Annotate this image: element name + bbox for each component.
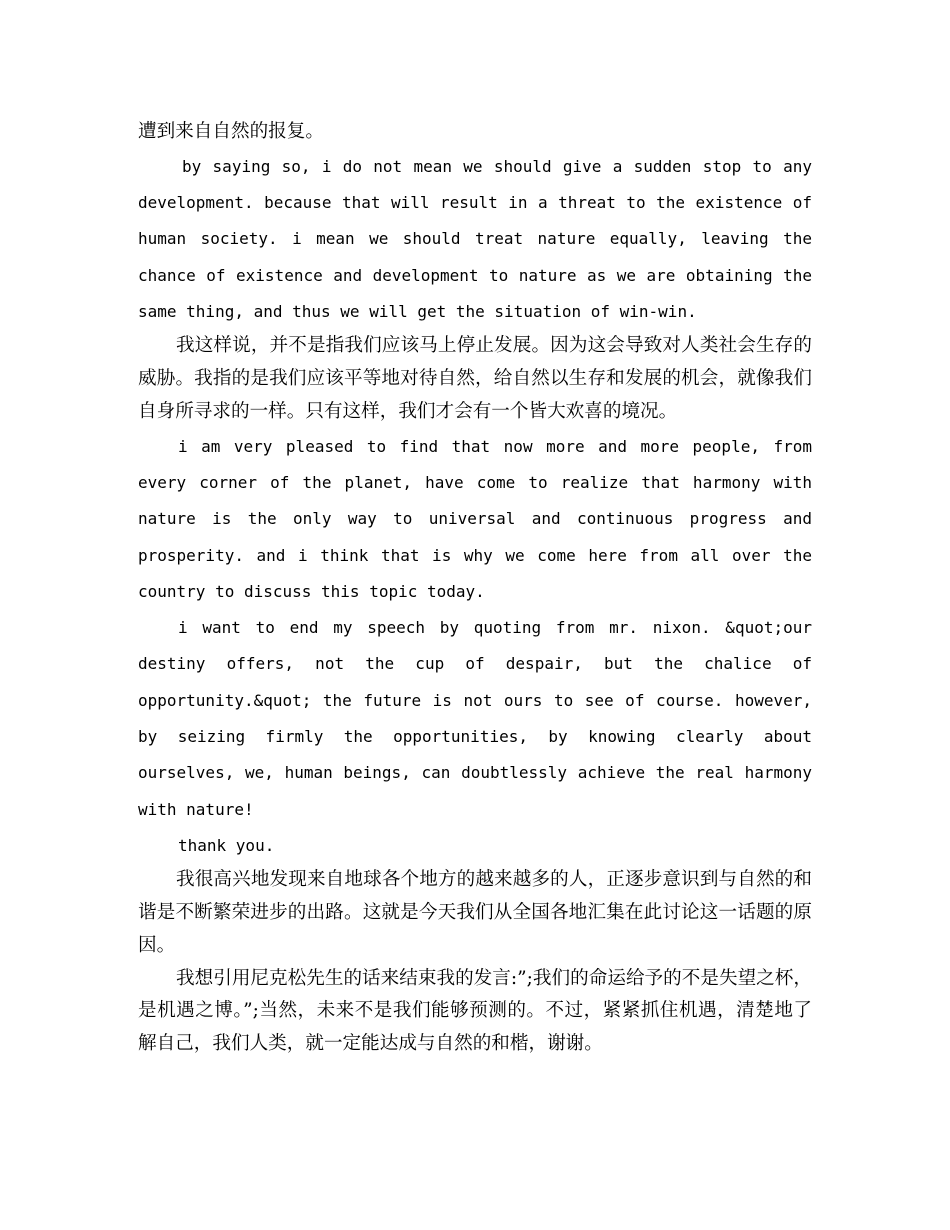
paragraph-en-development: by saying so, i do not mean we should give a sudden stop to any development. because that will result in a threat to the existence of human society. i mean we should treat nature equally, leaving the chance of existence and development to nature as we are obtaining the same thing, and thus we will get the situation of win-win.	[138, 156, 812, 321]
paragraph-zh-harmony: 我很高兴地发现来自地球各个地方的越来越多的人，正逐步意识到与自然的和谐是不断繁荣进步的出路。这就是今天我们从全国各地汇集在此讨论这一话题的原因。	[138, 869, 812, 956]
paragraph-zh-quote: 我想引用尼克松先生的话来结束我的发言:”;我们的命运给予的不是失望之杯，是机遇之博。”;当然，未来不是我们能够预测的。不过，紧紧抓住机遇，清楚地了解自己，我们人类，就一定能达成与自然的和楷，谢谢。	[138, 967, 812, 1055]
document-page	[138, 116, 812, 1061]
paragraph-en-harmony: i am very pleased to find that now more and more people, from every corner of the planet, have come to realize that harmony with nature is the only way to universal and continuous progress and prosperity. and i think that is why we come here from all over the country to discuss this topic today.	[138, 436, 812, 601]
paragraph-en-thanks: thank you.	[178, 835, 275, 855]
paragraph-en-quote: i want to end my speech by quoting from mr. nixon. &quot;our destiny offers, not the cup of despair, but the chalice of opportunity.&quot; the future is not ours to see of course. however, by seizing firmly the opportunities, by knowing clearly about ourselves, we, human beings, can doubtlessly achieve the real harmony with nature!	[138, 618, 812, 819]
paragraph-zh-continuation: 遭到来自自然的报复。	[138, 121, 324, 142]
paragraph-zh-development: 我这样说，并不是指我们应该马上停止发展。因为这会导致对人类社会生存的威胁。我指的是我们应该平等地对待自然，给自然以生存和发展的机会，就像我们自身所寻求的一样。只有这样，我们才会有一个皆大欢喜的境况。	[138, 335, 812, 422]
